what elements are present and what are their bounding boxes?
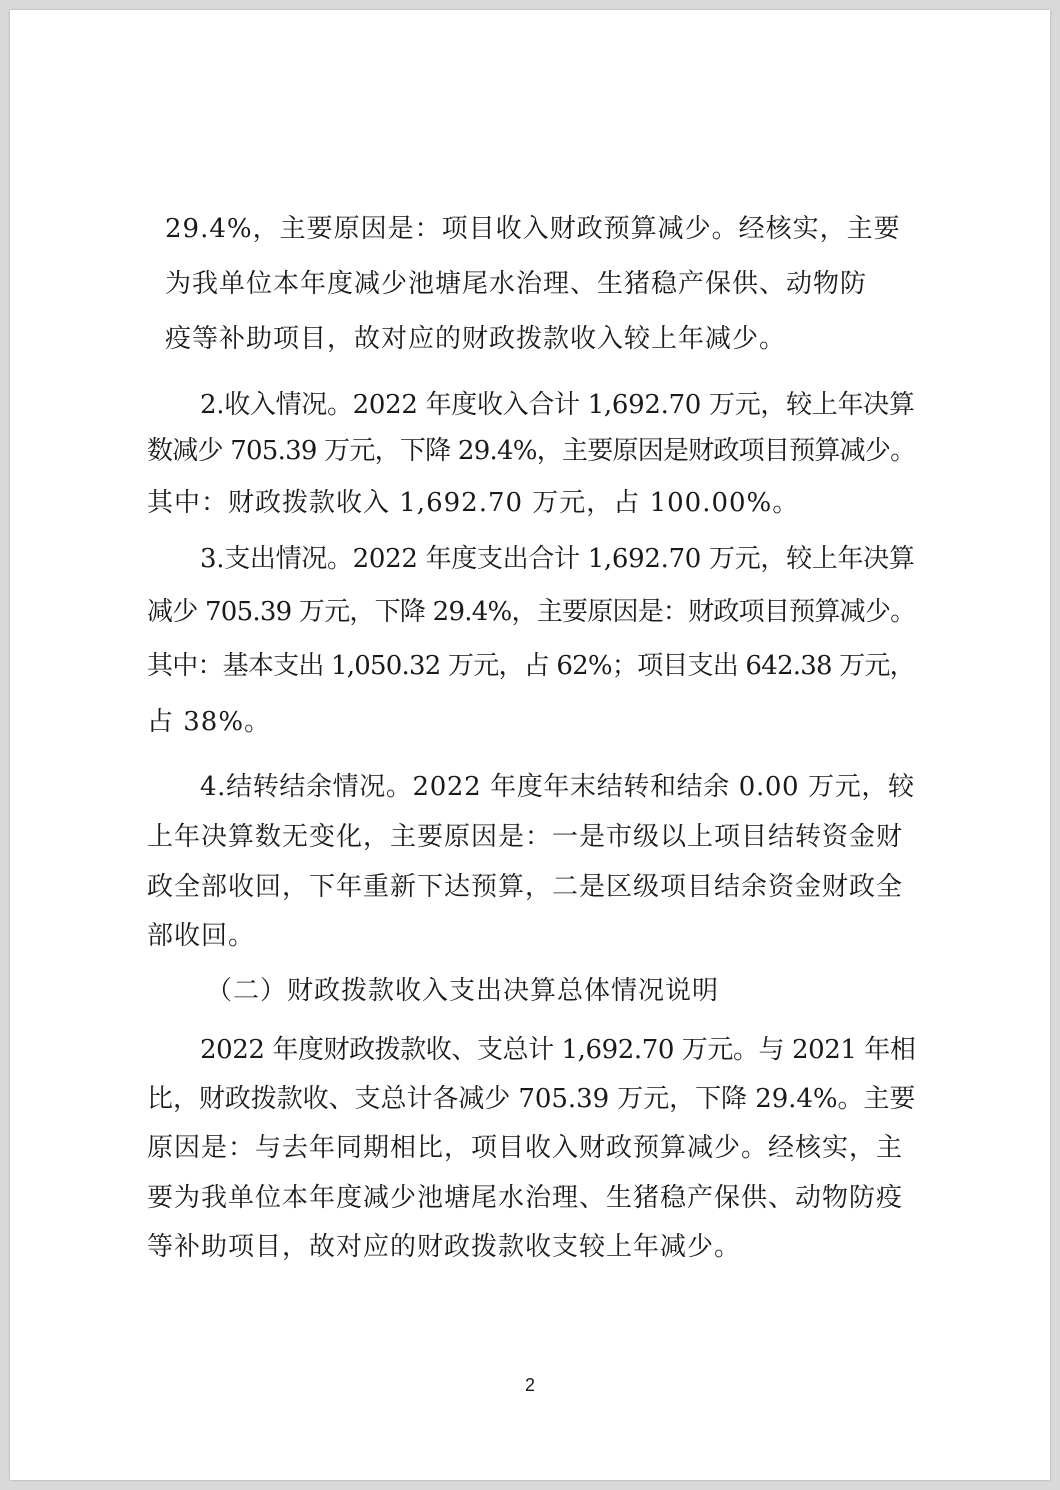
text-line: 原因是：与去年同期相比，项目收入财政预算减少。经核实，主 (147, 1133, 904, 1163)
text-line: 减少 705.39 万元，下降 29.4%，主要原因是：财政项目预算减少。 (147, 597, 916, 627)
heading-text: （二）财政拨款收入支出决算总体情况说明 (206, 976, 720, 1006)
text-line: 为我单位本年度减少池塘尾水治理、生猪稳产保供、动物防 (165, 269, 868, 299)
text-line: 数减少 705.39 万元，下降 29.4%，主要原因是财政项目预算减少。 (147, 436, 916, 466)
text-line: 等补助项目，故对应的财政拨款收支较上年减少。 (147, 1232, 742, 1262)
text-line: 其中：基本支出 1,050.32 万元，占 62%；项目支出 642.38 万元， (147, 651, 915, 681)
page-number: 2 (524, 1375, 535, 1395)
text-line: 疫等补助项目，故对应的财政拨款收入较上年减少。 (165, 324, 787, 354)
text-line: 2.收入情况。2022 年度收入合计 1,692.70 万元，较上年决算 (200, 390, 915, 420)
text-line: 要为我单位本年度减少池塘尾水治理、生猪稳产保供、动物防疫 (147, 1183, 904, 1213)
text-line: 部收回。 (147, 921, 256, 951)
text-line: 4.结转结余情况。2022 年度年末结转和结余 0.00 万元，较 (200, 772, 915, 802)
text-line: 29.4%，主要原因是：项目收入财政预算减少。经核实，主要 (165, 214, 901, 244)
text-line: 2022 年度财政拨款收、支总计 1,692.70 万元。与 2021 年相 (200, 1035, 916, 1065)
document-page (10, 10, 1050, 1480)
text-line: 上年决算数无变化，主要原因是：一是市级以上项目结转资金财 (147, 822, 904, 852)
text-line: 占 38%。 (147, 707, 272, 737)
text-line: 其中：财政拨款收入 1,692.70 万元，占 100.00%。 (147, 488, 800, 518)
text-line: 政全部收回，下年重新下达预算，二是区级项目结余资金财政全 (147, 872, 904, 902)
text-line: 比，财政拨款收、支总计各减少 705.39 万元，下降 29.4%。主要 (147, 1084, 916, 1114)
text-line: 3.支出情况。2022 年度支出合计 1,692.70 万元，较上年决算 (200, 544, 915, 574)
